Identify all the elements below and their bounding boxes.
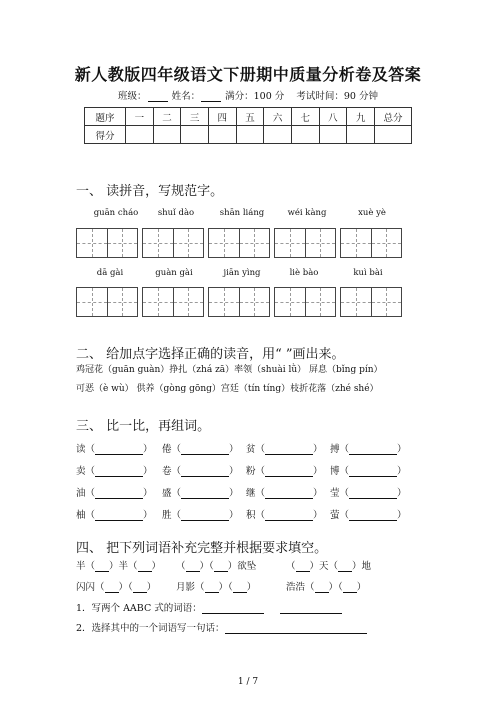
section-1-heading: 一、 读拼音，写规范字。 [76, 184, 224, 199]
score-header-cell: 三 [181, 108, 209, 126]
pinyin-label: liè bào [289, 268, 319, 278]
writing-grid[interactable] [274, 287, 336, 317]
answer-blank[interactable] [95, 488, 143, 499]
page-number: 1 / 7 [237, 677, 259, 687]
pinyin-label: shuǐ dào [157, 208, 195, 218]
word-compare-item: 莹（ ） [330, 488, 407, 499]
score-table-header-row [85, 108, 412, 126]
pinyin-label: xuè yè [358, 208, 386, 218]
word-compare-item: 粉（ ） [246, 466, 323, 477]
idiom-fill-item: （ ）（ ）欲坠 [176, 561, 257, 572]
pinyin-label: dā gài [96, 268, 124, 278]
question-2: 2．选择其中的一个词语写一句话： [76, 620, 367, 634]
word-compare-item: 油（ ） [76, 488, 153, 499]
answer-blank[interactable] [202, 603, 264, 614]
score-row-label: 得分 [85, 126, 126, 144]
answer-blank[interactable] [349, 488, 397, 499]
answer-blank[interactable] [181, 444, 229, 455]
score-cell[interactable] [347, 126, 375, 144]
idiom-fill-item: 浩浩（ ）（ ） [286, 582, 367, 593]
time-label: 考试时间：90 分钟 [296, 91, 378, 102]
class-blank [148, 91, 168, 102]
writing-grid[interactable] [76, 287, 138, 317]
score-header-cell: 八 [319, 108, 347, 126]
word-compare-item: 盛（ ） [162, 488, 239, 499]
section-3-heading: 三、 比一比，再组词。 [76, 419, 211, 434]
score-header-cell: 四 [208, 108, 236, 126]
pinyin-label: shān liáng [219, 208, 265, 218]
score-cell[interactable] [264, 126, 292, 144]
pronunciation-line-2: 可恶（è wù） 供养（gòng gōng）宫廷（tín tíng）枝折花落（zhé shé） [76, 384, 379, 394]
word-compare-item: 卷（ ） [162, 466, 239, 477]
answer-blank[interactable] [186, 561, 200, 572]
answer-blank[interactable] [205, 582, 219, 593]
writing-grid[interactable] [142, 287, 204, 317]
class-label: 班级： [118, 91, 147, 102]
idiom-fill-item: （ ）天（ ）地 [286, 561, 372, 572]
page-title: 新人教版四年级语文下册期中质量分析卷及答案 [74, 65, 422, 84]
answer-blank[interactable] [181, 488, 229, 499]
answer-blank[interactable] [133, 582, 147, 593]
question-1: 1．写两个 AABC 式的词语： [76, 600, 342, 614]
answer-blank[interactable] [280, 603, 342, 614]
pronunciation-line-1: 鸡冠花（guān guàn）挣扎（zhá zā）率领（shuài lǜ） 屏息（bǐng pín） [76, 365, 383, 375]
name-label: 姓名： [171, 91, 201, 102]
word-compare-item: 搏（ ） [330, 444, 407, 455]
score-cell[interactable] [153, 126, 181, 144]
answer-blank[interactable] [181, 510, 229, 521]
score-header-cell: 七 [291, 108, 319, 126]
writing-grid[interactable] [142, 228, 204, 258]
score-header-cell: 九 [347, 108, 375, 126]
writing-grid[interactable] [208, 228, 270, 258]
word-compare-item: 胜（ ） [162, 510, 239, 521]
score-cell[interactable] [236, 126, 264, 144]
score-cell[interactable] [375, 126, 412, 144]
score-header-cell: 总分 [375, 108, 412, 126]
word-compare-item: 柚（ ） [76, 510, 153, 521]
answer-blank[interactable] [233, 582, 247, 593]
exam-info [0, 88, 496, 102]
section-4-heading: 四、 把下列词语补充完整并根据要求填空。 [76, 541, 328, 556]
answer-blank[interactable] [95, 510, 143, 521]
answer-blank[interactable] [349, 510, 397, 521]
score-cell[interactable] [181, 126, 209, 144]
pinyin-label: guān cháo [93, 208, 139, 218]
score-cell[interactable] [126, 126, 154, 144]
answer-blank[interactable] [181, 466, 229, 477]
answer-blank[interactable] [315, 582, 329, 593]
pinyin-label: wéi kàng [287, 208, 327, 218]
score-header-cell: 五 [236, 108, 264, 126]
score-table-score-row [85, 126, 412, 144]
score-table [84, 107, 412, 144]
score-header-cell: 六 [264, 108, 292, 126]
idiom-fill-item: 月影（ ）（ ） [176, 582, 257, 593]
score-label: 满分：100 分 [225, 91, 285, 102]
pinyin-label: jiān yìng [223, 268, 261, 278]
pinyin-label: guàn gài [155, 268, 193, 278]
answer-blank[interactable] [265, 466, 313, 477]
writing-grid[interactable] [340, 228, 402, 258]
idiom-fill-item: 闪闪（ ）（ ） [76, 582, 157, 593]
answer-blank[interactable] [349, 466, 397, 477]
score-header-cell: 题序 [85, 108, 126, 126]
answer-blank[interactable] [138, 561, 152, 572]
word-compare-item: 卖（ ） [76, 466, 153, 477]
answer-blank[interactable] [265, 444, 313, 455]
name-blank [201, 91, 221, 102]
answer-blank[interactable] [265, 488, 313, 499]
word-compare-item: 博（ ） [330, 466, 407, 477]
score-header-cell: 一 [126, 108, 154, 126]
score-cell[interactable] [319, 126, 347, 144]
writing-grid[interactable] [208, 287, 270, 317]
answer-blank[interactable] [95, 466, 143, 477]
answer-blank[interactable] [265, 510, 313, 521]
section-2-heading: 二、 给加点字选择正确的读音，用“ ”画出来。 [76, 347, 345, 362]
writing-grid[interactable] [274, 228, 336, 258]
answer-blank[interactable] [214, 561, 228, 572]
writing-grid[interactable] [340, 287, 402, 317]
answer-blank[interactable] [105, 582, 119, 593]
score-header-cell: 二 [153, 108, 181, 126]
answer-blank[interactable] [338, 561, 352, 572]
word-compare-item: 倦（ ） [162, 444, 239, 455]
pinyin-label: kuì bài [353, 268, 383, 278]
word-compare-item: 读（ ） [76, 444, 153, 455]
word-compare-item: 积（ ） [246, 510, 323, 521]
word-compare-item: 萤（ ） [330, 510, 407, 521]
answer-blank[interactable] [349, 444, 397, 455]
answer-blank[interactable] [225, 623, 367, 634]
answer-blank[interactable] [343, 582, 357, 593]
word-compare-item: 继（ ） [246, 488, 323, 499]
score-cell[interactable] [291, 126, 319, 144]
idiom-fill-item: 半（ ）半（ ） [76, 561, 162, 572]
answer-blank[interactable] [296, 561, 310, 572]
word-compare-item: 贫（ ） [246, 444, 323, 455]
answer-blank[interactable] [95, 561, 109, 572]
answer-blank[interactable] [95, 444, 143, 455]
writing-grid[interactable] [76, 228, 138, 258]
score-cell[interactable] [208, 126, 236, 144]
